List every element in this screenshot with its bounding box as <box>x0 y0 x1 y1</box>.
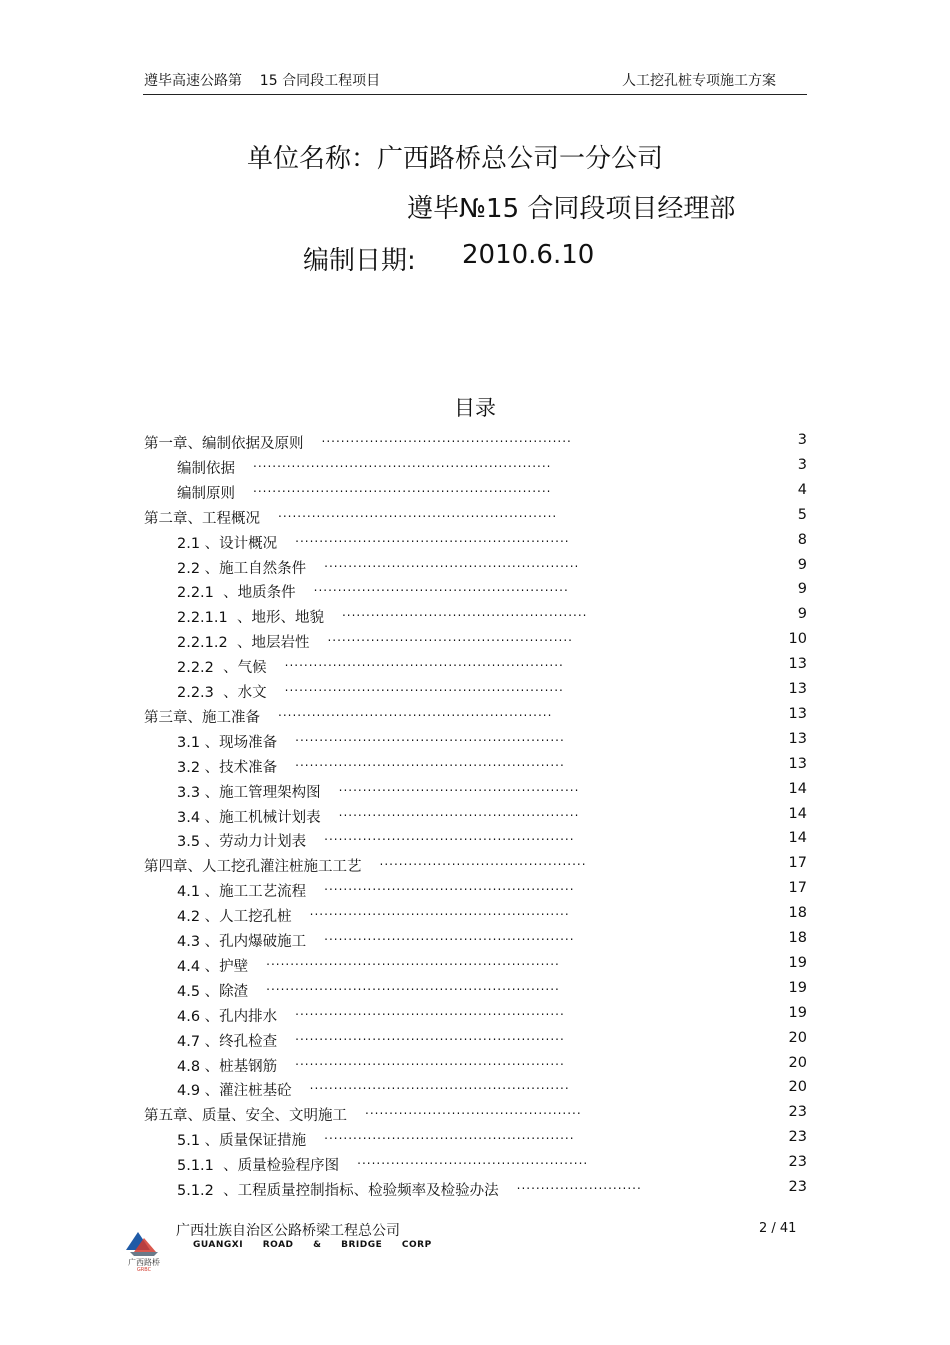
toc-entry[interactable] <box>177 930 807 950</box>
toc-entry-leader-dots: .................................................... <box>324 1128 575 1142</box>
toc-entry-label: 3.4 、施工机械计划表 <box>177 810 321 826</box>
toc-entry[interactable] <box>144 855 807 875</box>
toc-entry-leader-dots: .................................................... <box>324 929 575 943</box>
department-line: 遵毕№15 合同段项目经理部 <box>407 194 736 224</box>
toc-entry[interactable] <box>144 706 807 726</box>
page-header-left: 遵毕高速公路第 15 合同段工程项目 <box>144 73 381 89</box>
toc-entry-label: 4.4 、护壁 <box>177 959 249 975</box>
toc-entry-label: 2.2.1 、地质条件 <box>177 585 296 601</box>
header-rule <box>143 94 807 95</box>
toc-entry-page: 17 <box>788 880 807 896</box>
toc-entry-page: 9 <box>797 606 807 622</box>
toc-entry-page: 4 <box>797 482 807 498</box>
toc-entry-page: 10 <box>788 631 807 647</box>
toc-entry[interactable] <box>144 1104 807 1124</box>
toc-entry[interactable] <box>177 557 807 577</box>
toc-entry[interactable] <box>177 1179 807 1199</box>
toc-entry-label: 编制原则 <box>177 486 235 502</box>
toc-entry-page: 19 <box>788 980 807 996</box>
toc-entry[interactable] <box>177 606 807 626</box>
toc-entry-page: 14 <box>788 781 807 797</box>
date-label: 编制日期: <box>303 246 416 276</box>
toc-entry[interactable] <box>177 880 807 900</box>
toc-entry-label: 5.1.2 、工程质量控制指标、检验频率及检验办法 <box>177 1183 499 1199</box>
toc-entry-label: 5.1 、质量保证措施 <box>177 1133 307 1149</box>
toc-entry-label: 2.1 、设计概况 <box>177 536 278 552</box>
toc-entry-leader-dots: .................................................. <box>338 805 580 819</box>
toc-entry[interactable] <box>177 955 807 975</box>
toc-entry-page: 5 <box>797 507 807 523</box>
toc-entry-leader-dots: ......................................................... <box>295 531 570 545</box>
toc-entry-page: 14 <box>788 830 807 846</box>
toc-entry[interactable] <box>177 532 807 552</box>
toc-entry-label: 第五章、质量、安全、文明施工 <box>144 1108 347 1124</box>
toc-entry-label: 2.2.1.2 、地层岩性 <box>177 635 310 651</box>
toc-entry[interactable] <box>177 631 807 651</box>
toc-entry-label: 第二章、工程概况 <box>144 511 260 527</box>
toc-entry[interactable] <box>177 905 807 925</box>
toc-entry-label: 4.9 、灌注桩基砼 <box>177 1083 292 1099</box>
toc-entry-leader-dots: ................................................... <box>341 605 588 619</box>
toc-entry-leader-dots: ..................................................... <box>313 580 569 594</box>
toc-entry-leader-dots: ............................................................. <box>266 979 560 993</box>
toc-entry-page: 3 <box>797 432 807 448</box>
toc-entry-page: 13 <box>788 706 807 722</box>
toc-entry-label: 2.2.3 、水文 <box>177 685 267 701</box>
toc-entry-leader-dots: .............................................................. <box>253 481 552 495</box>
toc-entry-leader-dots: ........................................... <box>379 854 587 868</box>
toc-entry-label: 2.2 、施工自然条件 <box>177 561 307 577</box>
toc-entry-leader-dots: ..................................................... <box>324 556 580 570</box>
unit-name-line: 单位名称：广西路桥总公司一分公司 <box>247 144 664 174</box>
toc-entry-label: 4.8 、桩基钢筋 <box>177 1059 278 1075</box>
logo-base-gray <box>130 1252 158 1256</box>
toc-entry-page: 20 <box>788 1030 807 1046</box>
toc-entry-page: 8 <box>797 532 807 548</box>
toc-entry-leader-dots: ........................................................ <box>295 755 565 769</box>
toc-entry-label: 3.2 、技术准备 <box>177 760 278 776</box>
toc-entry-page: 9 <box>797 581 807 597</box>
toc-entry[interactable] <box>177 830 807 850</box>
toc-entry-label: 第三章、施工准备 <box>144 710 260 726</box>
toc-entry-page: 19 <box>788 955 807 971</box>
toc-entry-page: 13 <box>788 756 807 772</box>
toc-entry-leader-dots: ........................................................ <box>295 1054 565 1068</box>
footer-company-name: 广西壮族自治区公路桥梁工程总公司 <box>176 1223 400 1239</box>
toc-entry[interactable] <box>177 681 807 701</box>
toc-entry-leader-dots: .......................... <box>516 1178 642 1192</box>
toc-entry-leader-dots: .......................................................... <box>284 680 564 694</box>
toc-entry-label: 5.1.1 、质量检验程序图 <box>177 1158 340 1174</box>
toc-entry[interactable] <box>177 980 807 1000</box>
footer-page-number: 2 / 41 <box>759 1221 797 1236</box>
toc-entry-page: 18 <box>788 905 807 921</box>
toc-entry-page: 18 <box>788 930 807 946</box>
toc-entry-label: 4.2 、人工挖孔桩 <box>177 909 292 925</box>
toc-entry[interactable] <box>177 482 807 502</box>
toc-entry-label: 4.1 、施工工艺流程 <box>177 884 307 900</box>
toc-entry-page: 23 <box>788 1104 807 1120</box>
toc-entry-leader-dots: ........................................................ <box>295 1029 565 1043</box>
toc-entry-label: 4.5 、除渣 <box>177 984 249 1000</box>
toc-entry-leader-dots: ...................................................... <box>309 1078 570 1092</box>
toc-entry-page: 23 <box>788 1154 807 1170</box>
toc-entry-label: 编制依据 <box>177 461 235 477</box>
toc-entry-leader-dots: .................................................. <box>338 780 580 794</box>
toc-entry[interactable] <box>177 1154 807 1174</box>
toc-entry[interactable] <box>177 1055 807 1075</box>
toc-title: 目录 <box>454 396 496 420</box>
toc-entry-leader-dots: ................................................... <box>327 630 573 644</box>
toc-entry-label: 4.3 、孔内爆破施工 <box>177 934 307 950</box>
toc-entry-leader-dots: .......................................................... <box>278 506 558 520</box>
toc-entry[interactable] <box>177 781 807 801</box>
toc-entry-leader-dots: ............................................................. <box>266 954 560 968</box>
toc-entry[interactable] <box>144 432 807 452</box>
logo-text: 广西路桥 <box>128 1258 160 1267</box>
toc-entry-leader-dots: ........................................................ <box>295 730 565 744</box>
page-header-right: 人工挖孔桩专项施工方案 <box>622 73 776 89</box>
toc-entry-page: 9 <box>797 557 807 573</box>
footer-company-english: GUANGXI ROAD & BRIDGE CORP <box>193 1240 432 1250</box>
toc-entry-leader-dots: ............................................. <box>365 1103 582 1117</box>
toc-entry-page: 3 <box>797 457 807 473</box>
logo-sub-text: GRBC <box>136 1267 152 1272</box>
toc-entry-leader-dots: .......................................................... <box>284 655 564 669</box>
toc-entry-label: 2.2.2 、气候 <box>177 660 267 676</box>
toc-entry-page: 13 <box>788 731 807 747</box>
toc-entry[interactable] <box>177 756 807 776</box>
toc-entry-label: 4.7 、终孔检查 <box>177 1034 278 1050</box>
toc-entry[interactable] <box>144 507 807 527</box>
toc-entry-label: 3.3 、施工管理架构图 <box>177 785 321 801</box>
toc-entry[interactable] <box>177 731 807 751</box>
toc-entry-leader-dots: ...................................................... <box>309 904 570 918</box>
toc-entry[interactable] <box>177 1005 807 1025</box>
toc-entry-page: 14 <box>788 806 807 822</box>
toc-entry-page: 23 <box>788 1179 807 1195</box>
toc-entry-page: 20 <box>788 1055 807 1071</box>
company-logo <box>124 1230 164 1272</box>
toc-entry-page: 23 <box>788 1129 807 1145</box>
toc-entry-leader-dots: .............................................................. <box>253 456 552 470</box>
toc-entry[interactable] <box>177 1129 807 1149</box>
toc-entry-label: 3.1 、现场准备 <box>177 735 278 751</box>
date-value: 2010.6.10 <box>462 240 595 270</box>
toc-entry-page: 19 <box>788 1005 807 1021</box>
toc-entry-label: 第一章、编制依据及原则 <box>144 436 304 452</box>
toc-entry-leader-dots: .................................................... <box>324 829 575 843</box>
toc-entry-page: 20 <box>788 1079 807 1095</box>
toc-entry-label: 2.2.1.1 、地形、地貌 <box>177 610 324 626</box>
toc-entry-leader-dots: ........................................................ <box>295 1004 565 1018</box>
toc-entry[interactable] <box>177 457 807 477</box>
toc-entry-label: 第四章、人工挖孔灌注桩施工工艺 <box>144 859 362 875</box>
toc-entry[interactable] <box>177 1079 807 1099</box>
toc-entry-page: 17 <box>788 855 807 871</box>
toc-entry-leader-dots: .................................................... <box>324 879 575 893</box>
toc-entry[interactable] <box>177 581 807 601</box>
toc-entry-leader-dots: .................................................... <box>321 431 572 445</box>
toc-entry-leader-dots: ......................................................... <box>278 705 553 719</box>
toc-entry-label: 3.5 、劳动力计划表 <box>177 834 307 850</box>
toc-entry-page: 13 <box>788 656 807 672</box>
toc-entry-leader-dots: ................................................ <box>357 1153 589 1167</box>
toc-entry[interactable] <box>177 806 807 826</box>
toc-entry-label: 4.6 、孔内排水 <box>177 1009 278 1025</box>
toc-entry-page: 13 <box>788 681 807 697</box>
toc-entry[interactable] <box>177 1030 807 1050</box>
toc-entry[interactable] <box>177 656 807 676</box>
